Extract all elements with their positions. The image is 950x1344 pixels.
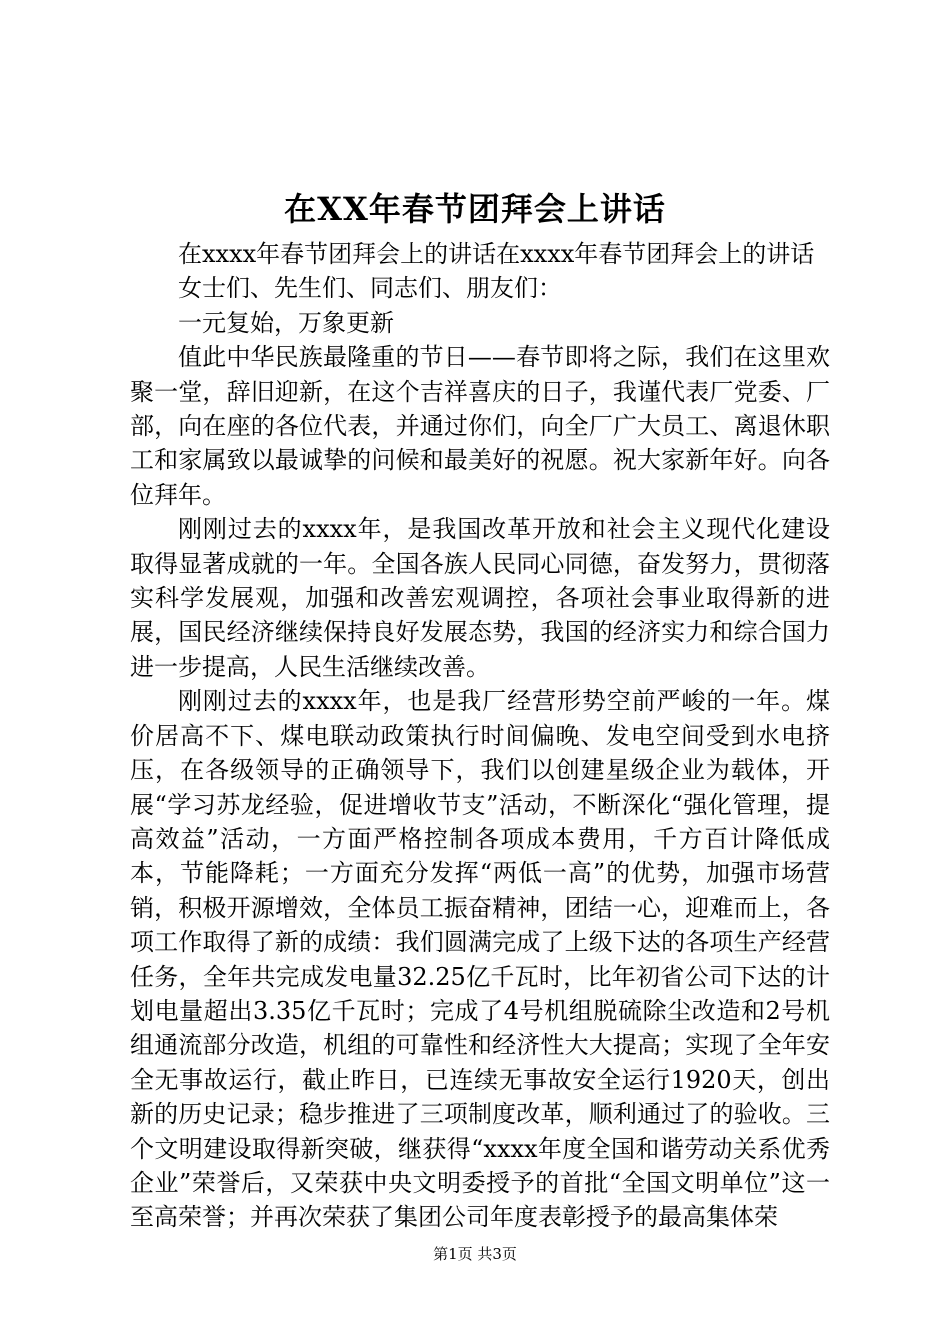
- document-title: 在XX年春节团拜会上讲话: [284, 190, 666, 228]
- paragraph-opening: 一元复始，万象更新: [178, 308, 394, 337]
- paragraph-national-review: 刚刚过去的xxxx年，是我国改革开放和社会主义现代化建设取得显著成就的一年。全国各族人民同心同德，奋发努力，贯彻落实科学发展观，加强和改善宏观调控，各项社会事业取得新的进展，国民经济继续保持良好发展态势，我国的经济实力和综合国力进一步提高，人民生活继续改善。: [130, 515, 830, 681]
- page-number: 第1页 共3页: [433, 1245, 517, 1263]
- paragraph-greeting: 值此中华民族最隆重的节日——春节即将之际，我们在这里欢聚一堂，辞旧迎新，在这个吉祥喜庆的日子，我谨代表厂党委、厂部，向在座的各位代表，并通过你们，向全厂广大员工、离退休职工和家属致以最诚挚的问候和最美好的祝愿。祝大家新年好。向各位拜年。: [130, 343, 830, 509]
- document-body: [130, 237, 830, 1235]
- paragraph-factory-review: 刚刚过去的xxxx年，也是我厂经营形势空前严峻的一年。煤价居高不下、煤电联动政策执行时间偏晚、发电空间受到水电挤压，在各级领导的正确领导下，我们以创建星级企业为载体，开展“学习苏龙经验，促进增收节支”活动，不断深化“强化管理，提高效益”活动，一方面严格控制各项成本费用，千方百计降低成本，节能降耗；一方面充分发挥“两低一高”的优势，加强市场营销，积极开源增效，全体员工振奋精神，团结一心，迎难而上，各项工作取得了新的成绩：我们圆满完成了上级下达的各项生产经营任务，全年共完成发电量32.25亿千瓦时，比年初省公司下达的计划电量超出3.35亿千瓦时；完成了4号机组脱硫除尘改造和2号机组通流部分改造，机组的可靠性和经济性大大提高；实现了全年安全无事故运行，截止昨日，已连续无事故安全运行1920天，创出新的历史记录；稳步推进了三项制度改革，顺利通过了的验收。三个文明建设取得新突破，继获得“xxxx年度全国和谐劳动关系优秀企业”荣誉后，又荣获中央文明委授予的首批“全国文明单位”这一至高荣誉；并再次荣获了集团公司年度表彰授予的最高集体荣: [130, 687, 830, 1232]
- paragraph-intro: 在xxxx年春节团拜会上的讲话在xxxx年春节团拜会上的讲话: [178, 240, 815, 268]
- paragraph-salutation: 女士们、先生们、同志们、朋友们：: [178, 274, 562, 303]
